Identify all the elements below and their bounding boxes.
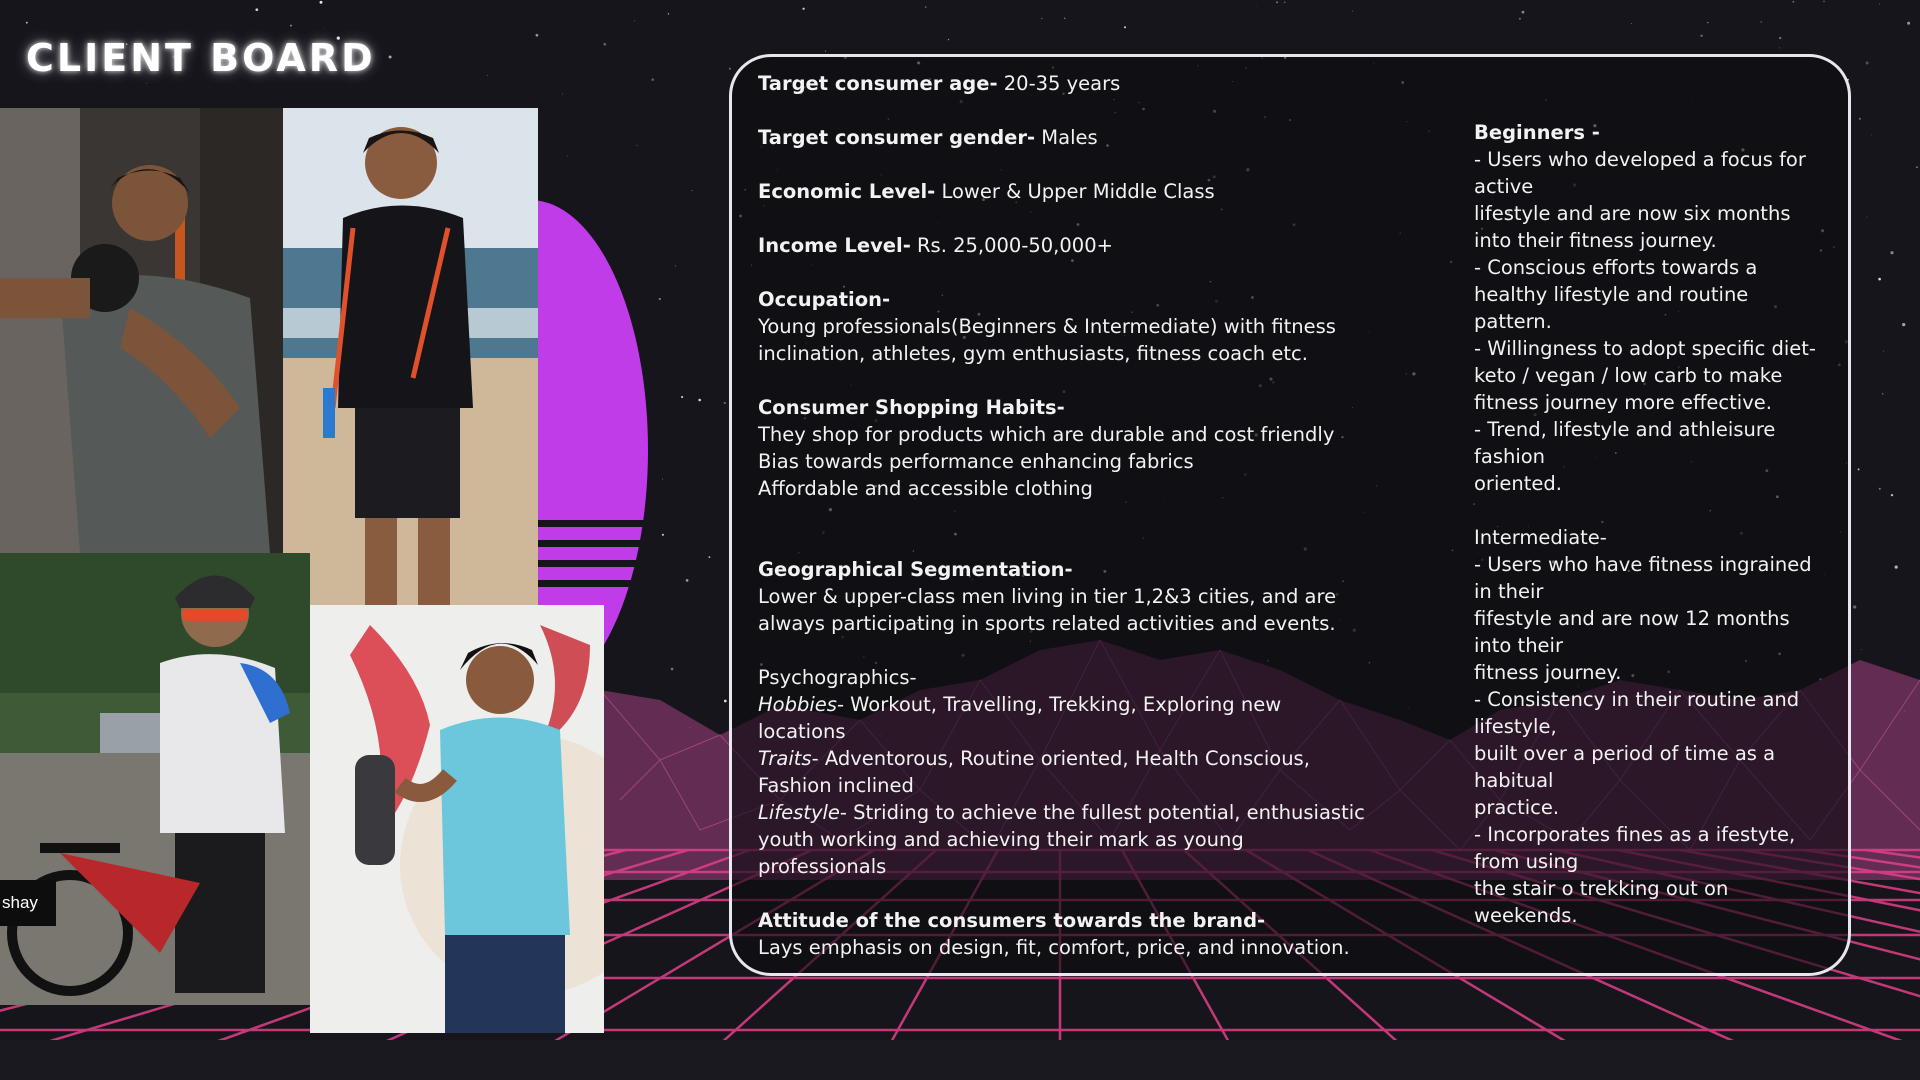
consumer-profile-column xyxy=(758,70,1448,961)
beginners-heading: Beginners - xyxy=(1474,121,1600,144)
photo-boxer xyxy=(0,108,283,553)
segment-line: - Users who developed a focus for xyxy=(1474,148,1806,171)
photo-bottle xyxy=(310,605,604,1033)
shopping-text: Affordable and accessible clothing xyxy=(758,477,1093,500)
shopping-text: Bias towards performance enhancing fabrics xyxy=(758,450,1194,473)
geo-text: Lower & upper-class men living in tier 1,2&3 cities, and are xyxy=(758,585,1337,608)
segment-line: - Users who have fitness ingrained xyxy=(1474,553,1812,576)
occupation-text: Young professionals(Beginners & Intermediate) with fitness xyxy=(758,315,1336,338)
geo-heading: Geographical Segmentation- xyxy=(758,558,1073,581)
psychographics-heading: Psychographics- xyxy=(758,666,917,689)
occupation-text: inclination, athletes, gym enthusiasts, fitness coach etc. xyxy=(758,342,1308,365)
lifestyle-row: professionals xyxy=(758,855,887,878)
client-board-title: CLIENT BOARD xyxy=(26,36,376,80)
hobbies-row: locations xyxy=(758,720,846,743)
hobbies-row: Hobbies- Workout, Travelling, Trekking, Exploring new xyxy=(758,693,1282,716)
segment-line: oriented. xyxy=(1474,472,1562,495)
segments-column xyxy=(1474,119,1849,929)
beginners-list xyxy=(1474,146,1849,497)
segment-line: habitual xyxy=(1474,769,1554,792)
segment-line: fifestyle and are now 12 months xyxy=(1474,607,1790,630)
intermediate-list xyxy=(1474,551,1849,929)
segment-line: into their xyxy=(1474,634,1563,657)
segment-line: - Trend, lifestyle and athleisure xyxy=(1474,418,1776,441)
segment-line: practice. xyxy=(1474,796,1560,819)
shopping-heading: Consumer Shopping Habits- xyxy=(758,396,1065,419)
segment-line: built over a period of time as a xyxy=(1474,742,1776,765)
age-row: Target consumer age- 20-35 years xyxy=(758,72,1121,95)
lifestyle-row: youth working and achieving their mark as young xyxy=(758,828,1244,851)
segment-line: weekends. xyxy=(1474,904,1578,927)
segment-line: into their fitness journey. xyxy=(1474,229,1717,252)
attitude-text: Lays emphasis on design, fit, comfort, price, and innovation. xyxy=(758,936,1350,959)
traits-row: Fashion inclined xyxy=(758,774,914,797)
segment-line: pattern. xyxy=(1474,310,1552,333)
segment-line: the stair o trekking out on xyxy=(1474,877,1729,900)
gender-row: Target consumer gender- Males xyxy=(758,126,1098,149)
segment-line: keto / vegan / low carb to make xyxy=(1474,364,1783,387)
segment-line: in their xyxy=(1474,580,1544,603)
segment-line: fitness journey. xyxy=(1474,661,1622,684)
segment-line: from using xyxy=(1474,850,1579,873)
segment-line: - Consistency in their routine and xyxy=(1474,688,1800,711)
attitude-heading: Attitude of the consumers towards the brand- xyxy=(758,909,1266,932)
segment-line: healthy lifestyle and routine xyxy=(1474,283,1749,306)
geo-text: always participating in sports related activities and events. xyxy=(758,612,1336,635)
intermediate-heading: Intermediate- xyxy=(1474,526,1607,549)
photo-cyclist xyxy=(0,553,310,1005)
segment-line: fitness journey more effective. xyxy=(1474,391,1772,414)
segment-line: active xyxy=(1474,175,1534,198)
occupation-heading: Occupation- xyxy=(758,288,891,311)
segment-line: - Conscious efforts towards a xyxy=(1474,256,1758,279)
lifestyle-row: Lifestyle- Striding to achieve the fullest potential, enthusiastic xyxy=(758,801,1365,824)
segment-line: lifestyle and are now six months xyxy=(1474,202,1791,225)
traits-row: Traits- Adventorous, Routine oriented, Health Conscious, xyxy=(758,747,1310,770)
income-row: Income Level- Rs. 25,000-50,000+ xyxy=(758,234,1113,257)
segment-line: - Willingness to adopt specific diet- xyxy=(1474,337,1816,360)
segment-line: lifestyle, xyxy=(1474,715,1557,738)
segment-line: - Incorporates fines as a ifestyte, xyxy=(1474,823,1796,846)
photo-beach xyxy=(283,108,538,605)
segment-line: fashion xyxy=(1474,445,1546,468)
photo-name-tag: shay xyxy=(0,880,56,926)
shopping-text: They shop for products which are durable and cost friendly xyxy=(758,423,1335,446)
economic-row: Economic Level- Lower & Upper Middle Class xyxy=(758,180,1215,203)
